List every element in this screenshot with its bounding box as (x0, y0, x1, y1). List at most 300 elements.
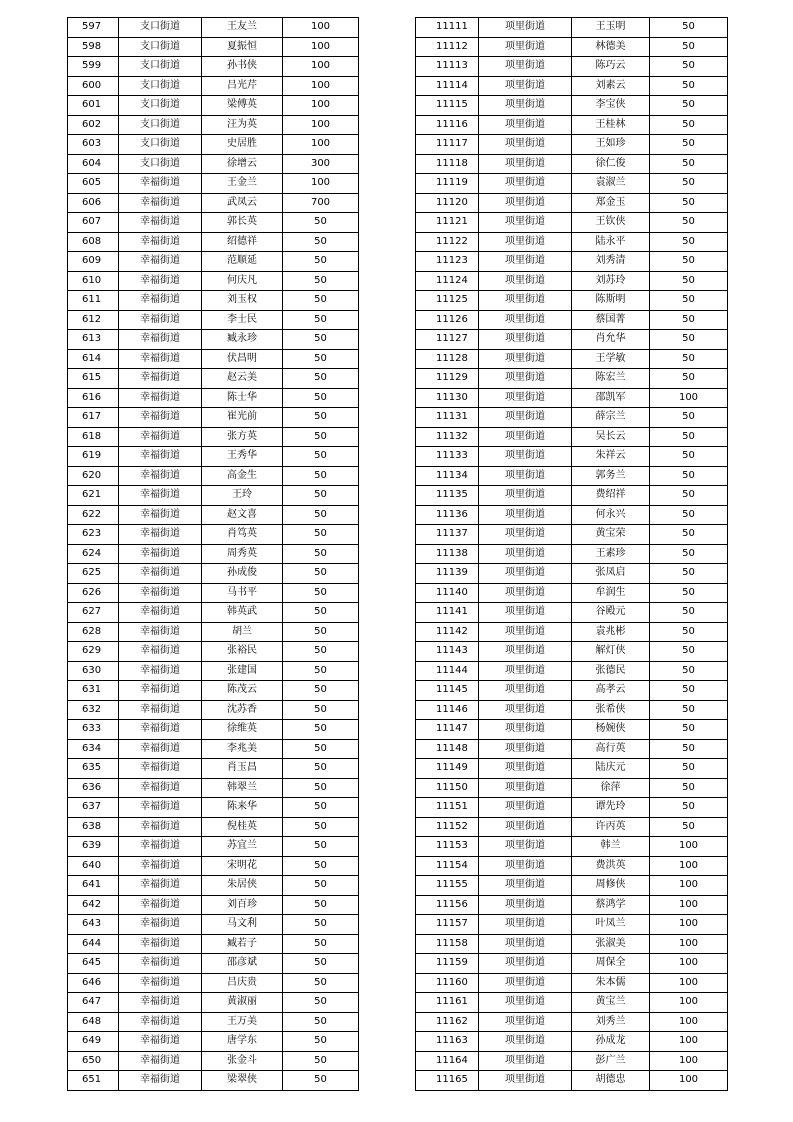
amount-cell: 50 (650, 798, 728, 818)
amount-cell: 700 (283, 193, 359, 213)
street-name-cell: 项里街道 (479, 369, 572, 389)
person-name-cell: 张裕民 (202, 642, 283, 662)
amount-cell: 50 (283, 505, 359, 525)
street-name-cell: 项里街道 (479, 486, 572, 506)
amount-cell: 100 (650, 954, 728, 974)
amount-cell: 50 (650, 330, 728, 350)
person-name-cell: 徐萍 (572, 778, 650, 798)
row-number-cell: 11128 (416, 349, 479, 369)
row-number-cell: 11135 (416, 486, 479, 506)
person-name-cell: 陈茂云 (202, 681, 283, 701)
amount-cell: 100 (650, 1071, 728, 1091)
person-name-cell: 梁翠侠 (202, 1071, 283, 1091)
amount-cell: 50 (283, 739, 359, 759)
street-name-cell: 幸福街道 (119, 876, 202, 896)
person-name-cell: 王玲 (202, 486, 283, 506)
table-row (416, 154, 728, 174)
street-name-cell: 项里街道 (479, 213, 572, 233)
row-number-cell: 600 (68, 76, 119, 96)
table-row (416, 837, 728, 857)
street-name-cell: 项里街道 (479, 174, 572, 194)
row-number-cell: 604 (68, 154, 119, 174)
table-row (416, 252, 728, 272)
table-row (416, 310, 728, 330)
street-name-cell: 幸福街道 (119, 271, 202, 291)
amount-cell: 50 (650, 213, 728, 233)
row-number-cell: 11163 (416, 1032, 479, 1052)
amount-cell: 50 (650, 681, 728, 701)
amount-cell: 50 (650, 154, 728, 174)
person-name-cell: 陈巧云 (572, 57, 650, 77)
street-name-cell: 项里街道 (479, 135, 572, 155)
row-number-cell: 11111 (416, 18, 479, 38)
street-name-cell: 项里街道 (479, 915, 572, 935)
street-name-cell: 项里街道 (479, 564, 572, 584)
person-name-cell: 范顺延 (202, 252, 283, 272)
row-number-cell: 11146 (416, 700, 479, 720)
row-number-cell: 11162 (416, 1012, 479, 1032)
table-row (68, 1051, 359, 1071)
person-name-cell: 周秀英 (202, 544, 283, 564)
street-name-cell: 幸福街道 (119, 1012, 202, 1032)
table-row (416, 856, 728, 876)
person-name-cell: 武凤云 (202, 193, 283, 213)
table-row (416, 622, 728, 642)
amount-cell: 50 (650, 642, 728, 662)
table-row (416, 291, 728, 311)
row-number-cell: 630 (68, 661, 119, 681)
table-row (416, 1012, 728, 1032)
row-number-cell: 11148 (416, 739, 479, 759)
street-name-cell: 幸福街道 (119, 564, 202, 584)
table-row (416, 232, 728, 252)
amount-cell: 100 (650, 895, 728, 915)
table-row (416, 388, 728, 408)
left-table (67, 17, 359, 1091)
street-name-cell: 幸福街道 (119, 291, 202, 311)
table-row (68, 817, 359, 837)
person-name-cell: 叶凤兰 (572, 915, 650, 935)
person-name-cell: 刘秀兰 (572, 1012, 650, 1032)
person-name-cell: 袁淑兰 (572, 174, 650, 194)
table-row (68, 252, 359, 272)
person-name-cell: 陈士华 (202, 388, 283, 408)
street-name-cell: 项里街道 (479, 388, 572, 408)
amount-cell: 50 (283, 1051, 359, 1071)
street-name-cell: 项里街道 (479, 973, 572, 993)
amount-cell: 50 (650, 525, 728, 545)
row-number-cell: 629 (68, 642, 119, 662)
table-row (416, 681, 728, 701)
street-name-cell: 项里街道 (479, 505, 572, 525)
street-name-cell: 支口街道 (119, 115, 202, 135)
street-name-cell: 项里街道 (479, 603, 572, 623)
row-number-cell: 636 (68, 778, 119, 798)
table-row (68, 96, 359, 116)
amount-cell: 50 (283, 661, 359, 681)
table-row (68, 1032, 359, 1052)
street-name-cell: 项里街道 (479, 954, 572, 974)
amount-cell: 50 (283, 778, 359, 798)
table-row (416, 486, 728, 506)
street-name-cell: 项里街道 (479, 57, 572, 77)
person-name-cell: 朱祥云 (572, 447, 650, 467)
street-name-cell: 幸福街道 (119, 408, 202, 428)
person-name-cell: 唐学东 (202, 1032, 283, 1052)
person-name-cell: 郭务兰 (572, 466, 650, 486)
table-row (416, 525, 728, 545)
person-name-cell: 刘素云 (572, 76, 650, 96)
street-name-cell: 幸福街道 (119, 583, 202, 603)
table-row (68, 154, 359, 174)
amount-cell: 50 (650, 37, 728, 57)
row-number-cell: 616 (68, 388, 119, 408)
person-name-cell: 袁兆彬 (572, 622, 650, 642)
street-name-cell: 幸福街道 (119, 778, 202, 798)
table-row (416, 798, 728, 818)
person-name-cell: 朱居侠 (202, 876, 283, 896)
row-number-cell: 643 (68, 915, 119, 935)
street-name-cell: 幸福街道 (119, 310, 202, 330)
amount-cell: 50 (650, 661, 728, 681)
table-row (416, 57, 728, 77)
table-row (68, 759, 359, 779)
table-row (416, 544, 728, 564)
street-name-cell: 幸福街道 (119, 954, 202, 974)
amount-cell: 50 (283, 369, 359, 389)
table-row (68, 856, 359, 876)
street-name-cell: 幸福街道 (119, 993, 202, 1013)
table-row (416, 271, 728, 291)
person-name-cell: 韩翠兰 (202, 778, 283, 798)
row-number-cell: 11145 (416, 681, 479, 701)
row-number-cell: 11151 (416, 798, 479, 818)
amount-cell: 50 (650, 427, 728, 447)
amount-cell: 50 (283, 603, 359, 623)
street-name-cell: 项里街道 (479, 1032, 572, 1052)
amount-cell: 50 (650, 291, 728, 311)
person-name-cell: 张建国 (202, 661, 283, 681)
amount-cell: 50 (283, 213, 359, 233)
amount-cell: 50 (283, 642, 359, 662)
row-number-cell: 11149 (416, 759, 479, 779)
person-name-cell: 臧永珍 (202, 330, 283, 350)
table-row (68, 213, 359, 233)
person-name-cell: 史居胜 (202, 135, 283, 155)
street-name-cell: 项里街道 (479, 447, 572, 467)
amount-cell: 50 (283, 720, 359, 740)
street-name-cell: 项里街道 (479, 310, 572, 330)
person-name-cell: 牟润生 (572, 583, 650, 603)
amount-cell: 100 (650, 915, 728, 935)
amount-cell: 50 (283, 1032, 359, 1052)
amount-cell: 50 (283, 486, 359, 506)
table-row (68, 115, 359, 135)
table-row (416, 778, 728, 798)
row-number-cell: 638 (68, 817, 119, 837)
person-name-cell: 黄宝兰 (572, 993, 650, 1013)
amount-cell: 50 (283, 915, 359, 935)
row-number-cell: 621 (68, 486, 119, 506)
row-number-cell: 11116 (416, 115, 479, 135)
row-number-cell: 11156 (416, 895, 479, 915)
row-number-cell: 11139 (416, 564, 479, 584)
person-name-cell: 邵凯军 (572, 388, 650, 408)
street-name-cell: 项里街道 (479, 700, 572, 720)
street-name-cell: 幸福街道 (119, 973, 202, 993)
table-row (68, 973, 359, 993)
row-number-cell: 11138 (416, 544, 479, 564)
table-row (416, 583, 728, 603)
row-number-cell: 11154 (416, 856, 479, 876)
amount-cell: 50 (650, 252, 728, 272)
row-number-cell: 11164 (416, 1051, 479, 1071)
row-number-cell: 634 (68, 739, 119, 759)
table-row (416, 115, 728, 135)
person-name-cell: 肖玉昌 (202, 759, 283, 779)
person-name-cell: 肖允华 (572, 330, 650, 350)
amount-cell: 50 (283, 1071, 359, 1091)
amount-cell: 100 (650, 856, 728, 876)
amount-cell: 50 (283, 1012, 359, 1032)
row-number-cell: 613 (68, 330, 119, 350)
street-name-cell: 项里街道 (479, 96, 572, 116)
person-name-cell: 梁傅英 (202, 96, 283, 116)
amount-cell: 100 (283, 174, 359, 194)
street-name-cell: 支口街道 (119, 18, 202, 38)
person-name-cell: 孙成俊 (202, 564, 283, 584)
row-number-cell: 648 (68, 1012, 119, 1032)
street-name-cell: 项里街道 (479, 271, 572, 291)
street-name-cell: 项里街道 (479, 583, 572, 603)
person-name-cell: 陈宏兰 (572, 369, 650, 389)
street-name-cell: 幸福街道 (119, 739, 202, 759)
row-number-cell: 625 (68, 564, 119, 584)
table-row (416, 700, 728, 720)
row-number-cell: 11119 (416, 174, 479, 194)
amount-cell: 100 (650, 837, 728, 857)
table-row (416, 37, 728, 57)
row-number-cell: 11136 (416, 505, 479, 525)
person-name-cell: 郭长英 (202, 213, 283, 233)
street-name-cell: 幸福街道 (119, 661, 202, 681)
amount-cell: 50 (283, 408, 359, 428)
row-number-cell: 631 (68, 681, 119, 701)
person-name-cell: 臧若子 (202, 934, 283, 954)
amount-cell: 50 (650, 700, 728, 720)
street-name-cell: 项里街道 (479, 330, 572, 350)
person-name-cell: 李宝侠 (572, 96, 650, 116)
table-row (68, 174, 359, 194)
person-name-cell: 汪为英 (202, 115, 283, 135)
table-row (416, 330, 728, 350)
street-name-cell: 幸福街道 (119, 934, 202, 954)
table-row (68, 720, 359, 740)
street-name-cell: 幸福街道 (119, 174, 202, 194)
street-name-cell: 项里街道 (479, 427, 572, 447)
street-name-cell: 项里街道 (479, 817, 572, 837)
table-row (68, 564, 359, 584)
table-row (416, 642, 728, 662)
row-number-cell: 11129 (416, 369, 479, 389)
person-name-cell: 徐仁俊 (572, 154, 650, 174)
person-name-cell: 陆庆元 (572, 759, 650, 779)
amount-cell: 100 (283, 76, 359, 96)
person-name-cell: 高金生 (202, 466, 283, 486)
table-row (416, 76, 728, 96)
table-row (416, 1051, 728, 1071)
amount-cell: 100 (283, 57, 359, 77)
row-number-cell: 11147 (416, 720, 479, 740)
street-name-cell: 幸福街道 (119, 447, 202, 467)
table-row (416, 993, 728, 1013)
amount-cell: 50 (283, 564, 359, 584)
person-name-cell: 王秀华 (202, 447, 283, 467)
amount-cell: 50 (283, 544, 359, 564)
person-name-cell: 何永兴 (572, 505, 650, 525)
row-number-cell: 11134 (416, 466, 479, 486)
table-row (68, 642, 359, 662)
street-name-cell: 幸福街道 (119, 349, 202, 369)
street-name-cell: 支口街道 (119, 135, 202, 155)
amount-cell: 50 (283, 232, 359, 252)
person-name-cell: 苏宜兰 (202, 837, 283, 857)
person-name-cell: 沈苏香 (202, 700, 283, 720)
table-row (68, 934, 359, 954)
table-row (416, 1032, 728, 1052)
row-number-cell: 11161 (416, 993, 479, 1013)
row-number-cell: 620 (68, 466, 119, 486)
street-name-cell: 幸福街道 (119, 1071, 202, 1091)
row-number-cell: 11142 (416, 622, 479, 642)
table-row (68, 271, 359, 291)
amount-cell: 50 (650, 135, 728, 155)
street-name-cell: 幸福街道 (119, 486, 202, 506)
person-name-cell: 王学敏 (572, 349, 650, 369)
row-number-cell: 626 (68, 583, 119, 603)
person-name-cell: 黄淑丽 (202, 993, 283, 1013)
person-name-cell: 吕庆贵 (202, 973, 283, 993)
person-name-cell: 马文利 (202, 915, 283, 935)
person-name-cell: 周修侠 (572, 876, 650, 896)
row-number-cell: 11127 (416, 330, 479, 350)
amount-cell: 50 (283, 271, 359, 291)
table-row (416, 505, 728, 525)
row-number-cell: 11159 (416, 954, 479, 974)
street-name-cell: 幸福街道 (119, 232, 202, 252)
amount-cell: 50 (650, 57, 728, 77)
street-name-cell: 项里街道 (479, 895, 572, 915)
table-row (68, 427, 359, 447)
row-number-cell: 11144 (416, 661, 479, 681)
row-number-cell: 617 (68, 408, 119, 428)
street-name-cell: 幸福街道 (119, 700, 202, 720)
amount-cell: 100 (283, 115, 359, 135)
table-row (68, 876, 359, 896)
row-number-cell: 11115 (416, 96, 479, 116)
amount-cell: 50 (650, 193, 728, 213)
table-row (68, 954, 359, 974)
table-row (416, 369, 728, 389)
table-row (68, 583, 359, 603)
row-number-cell: 609 (68, 252, 119, 272)
table-row (416, 1071, 728, 1091)
street-name-cell: 幸福街道 (119, 505, 202, 525)
table-row (416, 915, 728, 935)
row-number-cell: 649 (68, 1032, 119, 1052)
row-number-cell: 601 (68, 96, 119, 116)
amount-cell: 100 (283, 96, 359, 116)
row-number-cell: 11124 (416, 271, 479, 291)
person-name-cell: 张金斗 (202, 1051, 283, 1071)
person-name-cell: 解灯侠 (572, 642, 650, 662)
person-name-cell: 谭先玲 (572, 798, 650, 818)
amount-cell: 50 (283, 349, 359, 369)
row-number-cell: 619 (68, 447, 119, 467)
row-number-cell: 11152 (416, 817, 479, 837)
street-name-cell: 幸福街道 (119, 817, 202, 837)
street-name-cell: 支口街道 (119, 57, 202, 77)
table-row (416, 427, 728, 447)
person-name-cell: 黄宝荣 (572, 525, 650, 545)
street-name-cell: 幸福街道 (119, 642, 202, 662)
row-number-cell: 647 (68, 993, 119, 1013)
row-number-cell: 633 (68, 720, 119, 740)
street-name-cell: 支口街道 (119, 96, 202, 116)
street-name-cell: 支口街道 (119, 154, 202, 174)
amount-cell: 50 (650, 817, 728, 837)
amount-cell: 50 (283, 252, 359, 272)
amount-cell: 50 (650, 778, 728, 798)
amount-cell: 50 (283, 427, 359, 447)
row-number-cell: 11112 (416, 37, 479, 57)
row-number-cell: 642 (68, 895, 119, 915)
person-name-cell: 王玉明 (572, 18, 650, 38)
row-number-cell: 637 (68, 798, 119, 818)
street-name-cell: 项里街道 (479, 18, 572, 38)
table-row (416, 564, 728, 584)
person-name-cell: 王钦侠 (572, 213, 650, 233)
amount-cell: 50 (283, 876, 359, 896)
street-name-cell: 项里街道 (479, 252, 572, 272)
row-number-cell: 11133 (416, 447, 479, 467)
amount-cell: 50 (650, 174, 728, 194)
table-row (68, 739, 359, 759)
person-name-cell: 薛宗兰 (572, 408, 650, 428)
amount-cell: 50 (650, 369, 728, 389)
row-number-cell: 611 (68, 291, 119, 311)
street-name-cell: 幸福街道 (119, 622, 202, 642)
street-name-cell: 项里街道 (479, 856, 572, 876)
row-number-cell: 641 (68, 876, 119, 896)
person-name-cell: 费绍祥 (572, 486, 650, 506)
amount-cell: 50 (283, 817, 359, 837)
table-row (416, 954, 728, 974)
person-name-cell: 宋明花 (202, 856, 283, 876)
row-number-cell: 11150 (416, 778, 479, 798)
table-row (416, 18, 728, 38)
street-name-cell: 幸福街道 (119, 1032, 202, 1052)
row-number-cell: 646 (68, 973, 119, 993)
amount-cell: 50 (283, 466, 359, 486)
street-name-cell: 幸福街道 (119, 915, 202, 935)
person-name-cell: 蔡国菁 (572, 310, 650, 330)
person-name-cell: 刘玉权 (202, 291, 283, 311)
street-name-cell: 项里街道 (479, 154, 572, 174)
amount-cell: 50 (650, 408, 728, 428)
amount-cell: 50 (283, 525, 359, 545)
person-name-cell: 伏昌明 (202, 349, 283, 369)
